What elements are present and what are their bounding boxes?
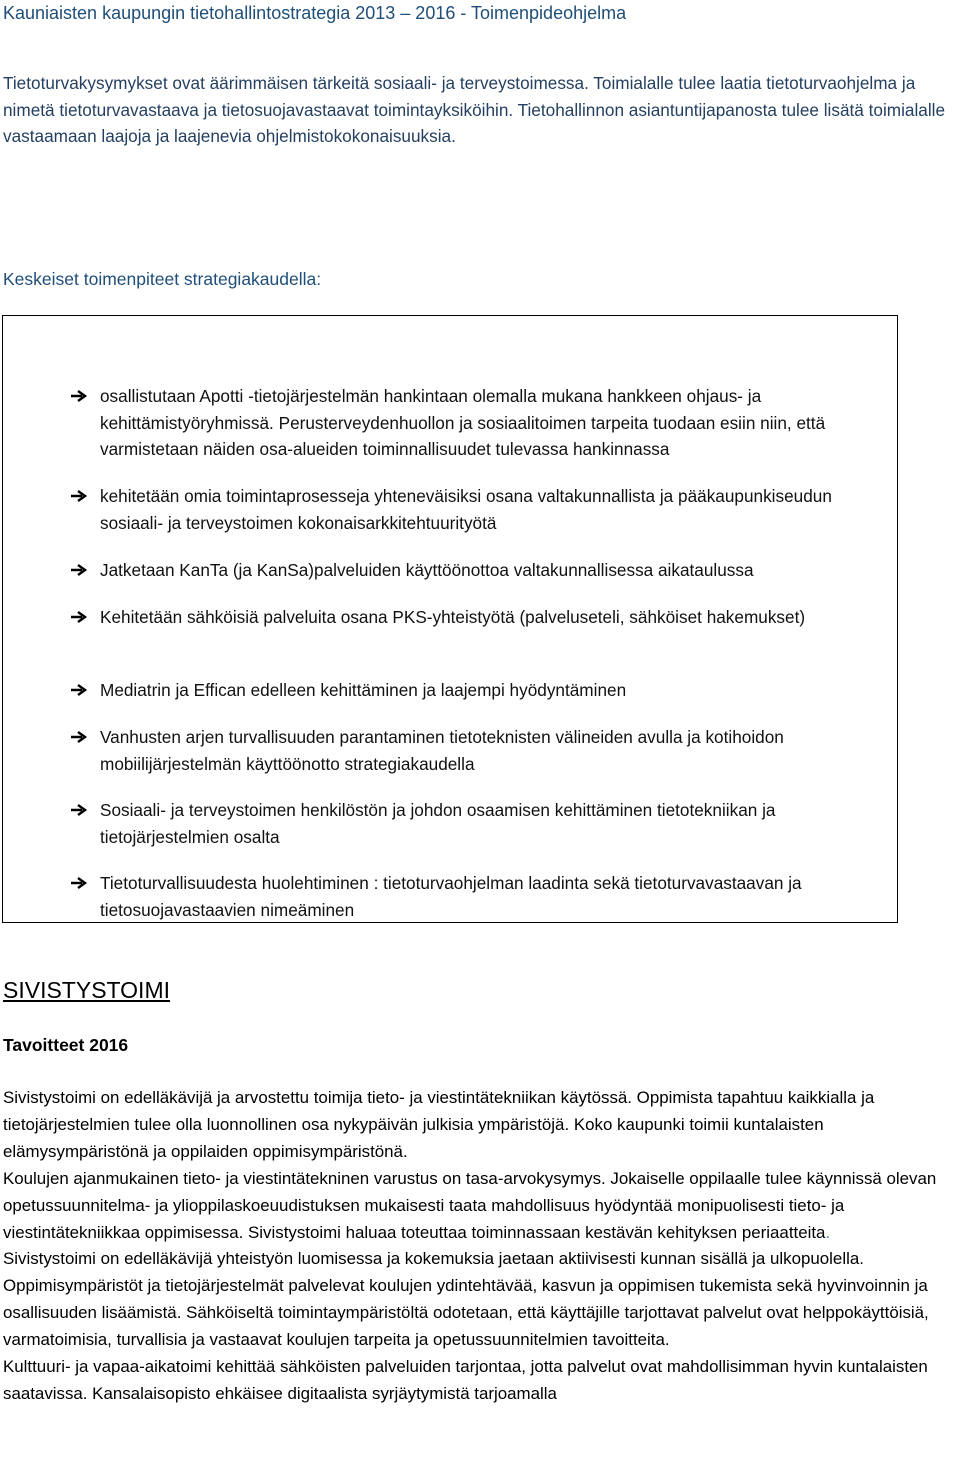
- paragraph-text: Koulujen ajanmukainen tieto- ja viestintätekninen varustus on tasa-arvokysymys. Jokaiselle oppilaalle tulee käynnissä olevan opetussuunnitelma- ja ylioppilaskoeuudistuksen mukaisesti taata mahdollisuus hyödyntää monipuolisesti tieto- ja viestintätekniikkaa oppimisessa. Sivistystoimi haluaa toteuttaa toiminnassaan kestävän kehityksen periaatteita: [3, 1168, 937, 1242]
- arrow-right-icon: [70, 389, 88, 403]
- intro-paragraph: Tietoturvakysymykset ovat äärimmäisen tärkeitä sosiaali- ja terveystoimessa. Toimialalle tulee laatia tietoturvaohjelma ja nimetä tietoturvavastaava ja tietosuojavastaavat toimintayksiköihin. Tietohallinnon asiantuntijapanosta tulee lisätä toimialalle vastaamaan laajoja ja laajenevia ohjelmistokokonaisuuksia.: [3, 73, 946, 146]
- arrow-right-icon: [70, 489, 88, 503]
- bullet-item: [100, 383, 890, 463]
- arrow-right-icon: [70, 683, 88, 697]
- goals-heading: Tavoitteet 2016: [3, 1035, 129, 1055]
- running-header: Kauniaisten kaupungin tietohallintostrategia 2013 – 2016 - Toimenpideohjelma: [3, 3, 627, 23]
- bullet-item: [100, 604, 890, 631]
- section-body: [3, 1085, 958, 1408]
- bullet-text: Sosiaali- ja terveystoimen henkilöstön ja johdon osaamisen kehittäminen tietotekniikan ja tietojärjestelmien osalta: [100, 800, 776, 847]
- bullet-item: [100, 483, 890, 536]
- arrow-right-icon: [70, 803, 88, 817]
- bullet-item: [100, 557, 890, 584]
- bullet-item: [100, 870, 890, 923]
- paragraph: Sivistystoimi on edelläkävijä yhteistyön luomisessa ja kokemuksia jaetaan aktiivisesti kunnan sisällä ja ulkopuolella. Oppimisympäristöt ja tietojärjestelmät palvelevat koulujen ydintehtävää, kasvun ja oppimisen tukemista sekä hyvinvoinnin ja osallisuuden lisäämistä. Sähköiseltä toimintaympäristöltä odotetaan, että käyttäjille tarjottavat palvelut ovat helppokäyttöisiä, varmatoimisia, turvallisia ja vastaavat koulujen tarpeita ja opetussuunnitelmien tavoitteita.: [3, 1249, 929, 1350]
- paragraph: Kulttuuri- ja vapaa-aikatoimi kehittää sähköisten palveluiden tarjontaa, jotta palvelut ovat mahdollisimman hyvin kuntalaisten saatavissa. Kansalaisopisto ehkäisee digitaalista syrjäytymistä tarjoamalla: [3, 1357, 928, 1403]
- arrow-right-icon: [70, 610, 88, 624]
- paragraph: Sivistystoimi on edelläkävijä ja arvostettu toimija tieto- ja viestintätekniikan käytössä. Oppimista tapahtuu kaikkialla ja tietojärjestelmien tulee olla luonnollinen osa nykypäivän julkisia ympäristöjä. Koko kaupunki toimii kuntalaisten elämysympäristönä ja oppilaiden oppimisympäristönä.: [3, 1088, 875, 1161]
- bullet-item: [100, 677, 890, 704]
- arrow-right-icon: [70, 876, 88, 890]
- bullet-text: Jatketaan KanTa (ja KanSa)palveluiden käyttöönottoa valtakunnallisessa aikataulussa: [100, 560, 754, 580]
- bullet-item: [100, 797, 890, 850]
- arrow-right-icon: [70, 563, 88, 577]
- key-measures-heading: Keskeiset toimenpiteet strategiakaudella:: [3, 269, 322, 289]
- section-title: SIVISTYSTOIMI: [3, 977, 170, 1003]
- bullet-text: kehitetään omia toimintaprosesseja yhteneväisiksi osana valtakunnallista ja pääkaupunkiseudun sosiaali- ja terveystoimen kokonaisarkkitehtuurityötä: [100, 486, 832, 533]
- arrow-right-icon: [70, 730, 88, 744]
- bullet-text: Tietoturvallisuudesta huolehtiminen : tietoturvaohjelman laadinta sekä tietoturvavastaavan ja tietosuojavastaavien nimeäminen: [100, 873, 802, 920]
- bullet-text: Kehitetään sähköisiä palveluita osana PKS-yhteistyötä (palveluseteli, sähköiset hakemukset): [100, 607, 806, 627]
- bullet-text: Vanhusten arjen turvallisuuden parantaminen tietoteknisten välineiden avulla ja kotihoidon mobiilijärjestelmän käyttöönotto strategiakaudella: [100, 727, 784, 774]
- bullet-text: osallistutaan Apotti -tietojärjestelmän hankintaan olemalla mukana hankkeen ohjaus- ja kehittämistyöryhmissä. Perusterveydenhuollon ja sosiaalitoimen tarpeita tuodaan esiin niin, että varmistetaan näiden osa-alueiden toiminnallisuudet tulevassa hankinnassa: [100, 386, 826, 459]
- bullet-text: Mediatrin ja Effican edelleen kehittäminen ja laajempi hyödyntäminen: [100, 680, 627, 700]
- paragraph-end: .: [825, 1222, 831, 1242]
- bullet-item: [100, 724, 890, 777]
- paragraph: [3, 1166, 958, 1247]
